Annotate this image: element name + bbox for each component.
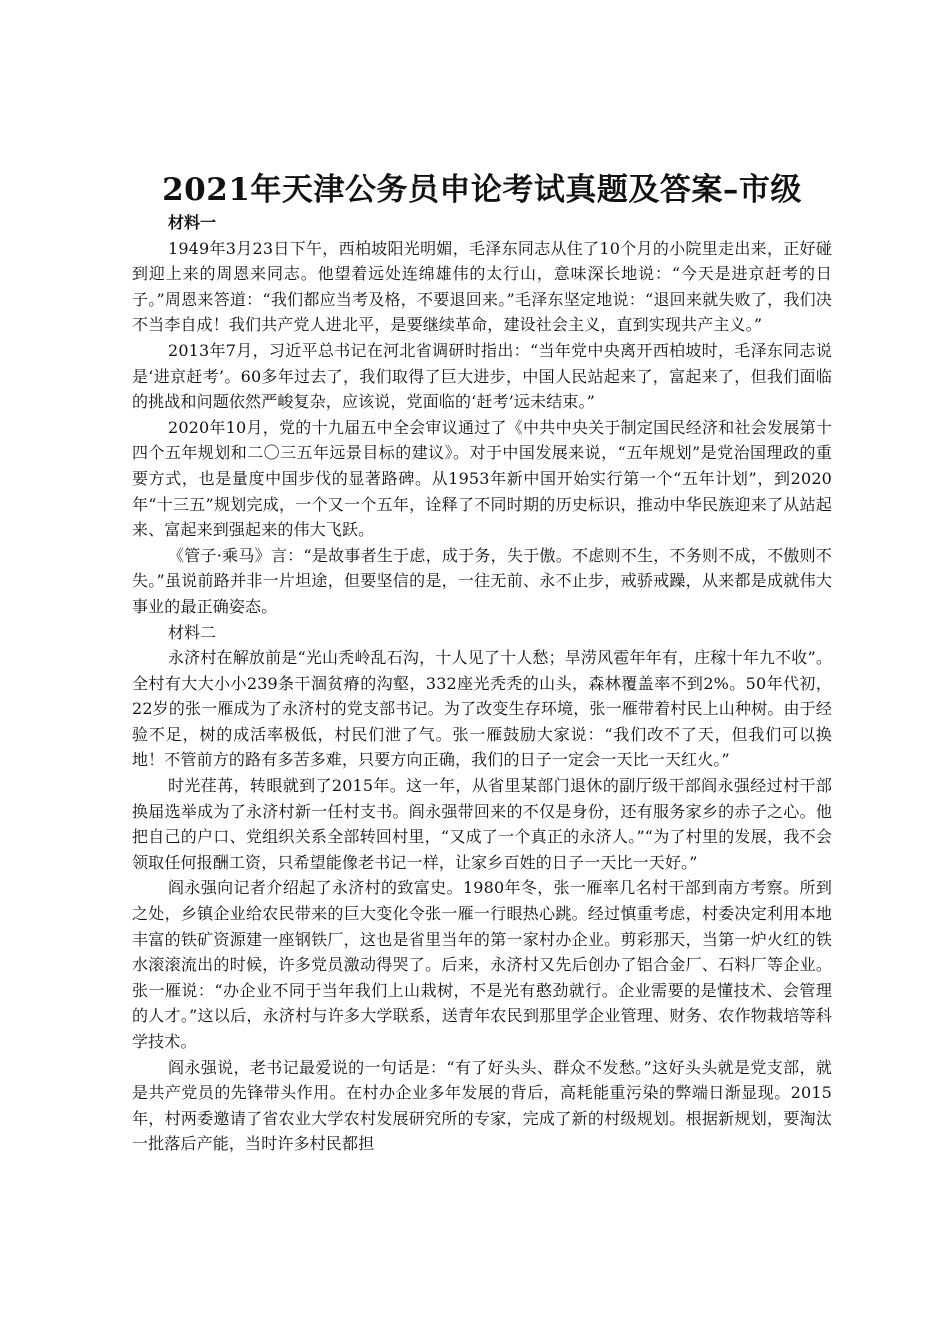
material-two-paragraph-4: 阎永强说，老书记最爱说的一句话是：“有了好头头、群众不发愁。”这好头头就是党支部，就是共产党员的先锋带头作用。在村办企业多年发展的背后，高耗能重污染的弊端日渐显现。2015年，村两委邀请了省农业大学农村发展研究所的专家，完成了新的村级规划。根据新规划，要淘汰一批落后产能，当时许多村民都担 [132, 1057, 832, 1154]
material-two-paragraph-1: 永济村在解放前是“光山秃岭乱石沟，十人见了十人愁；旱涝风雹年年有，庄稼十年九不收”。全村有大大小小239条干涸贫瘠的沟壑，332座光秃秃的山头，森林覆盖率不到2%。50年代初，22岁的张一雁成为了永济村的党支部书记。为了改变生存环境，张一雁带着村民上山种树。由于经验不足，树的成活率极低，村民们泄了气。张一雁鼓励大家说：“我们改不了天，但我们可以换地！不管前方的路有多苦多难，只要方向正确，我们的日子一定会一天比一天红火。” [132, 648, 832, 770]
material-two-paragraph-3: 阎永强向记者介绍起了永济村的致富史。1980年冬，张一雁率几名村干部到南方考察。所到之处，乡镇企业给农民带来的巨大变化令张一雁一行眼热心跳。经过慎重考虑，村委决定利用本地丰富的铁矿资源建一座钢铁厂，这也是省里当年的第一家村办企业。剪彩那天，当第一炉火红的铁水滚滚流出的时候，许多党员激动得哭了。后来，永济村又先后创办了铝合金厂、石料厂等企业。张一雁说：“办企业不同于当年我们上山栽树，不是光有憨劲就行。企业需要的是懂技术、会管理的人才。”这以后，永济村与许多大学联系，送青年农民到那里学企业管理、财务、农作物栽培等科学技术。 [132, 878, 832, 1051]
material-one-paragraph-2: 2013年7月，习近平总书记在河北省调研时指出：“当年党中央离开西柏坡时，毛泽东同志说是‘进京赶考’。60多年过去了，我们取得了巨大进步，中国人民站起来了，富起来了，但我们面临的挑战和问题依然严峻复杂，应该说，党面临的‘赶考’远未结束。” [132, 340, 832, 412]
material-two-paragraph-2: 时光荏苒，转眼就到了2015年。这一年，从省里某部门退休的副厅级干部阎永强经过村干部换届选举成为了永济村新一任村支书。阎永强带回来的不仅是身份，还有服务家乡的赤子之心。他把自己的户口、党组织关系全部转回村里，“又成了一个真正的永济人。”“为了村里的发展，我不会领取任何报酬工资，只希望能像老书记一样，让家乡百姓的日子一天比一天好。” [132, 776, 832, 872]
material-one-label: 材料一 [168, 213, 217, 232]
material-one-paragraph-4: 《管子·乘马》言：“是故事者生于虑，成于务，失于傲。不虑则不生，不务则不成，不傲则不失。”虽说前路并非一片坦途，但要坚信的是，一往无前、永不止步，戒骄戒躁，从来都是成就伟大事业的最正确姿态。 [132, 545, 832, 616]
document-title: 2021年天津公务员申论考试真题及答案–市级 [162, 172, 802, 208]
material-one-paragraph-3: 2020年10月，党的十九届五中全会审议通过了《中共中央关于制定国民经济和社会发展第十四个五年规划和二〇三五年远景目标的建议》。对于中国发展来说，“五年规划”是党治国理政的重要方式，也是量度中国步伐的显著路碑。从1953年新中国开始实行第一个“五年计划”，到2020年“十三五”规划完成，一个又一个五年，诠释了不同时期的历史标识，推动中华民族迎来了从站起来、富起来到强起来的伟大飞跃。 [132, 417, 832, 540]
material-one-paragraph-1: 1949年3月23日下午，西柏坡阳光明媚，毛泽东同志从住了10个月的小院里走出来，正好碰到迎上来的周恩来同志。他望着远处连绵雄伟的太行山，意味深长地说：“今天是进京赶考的日子。”周恩来答道：“我们都应当考及格，不要退回来。”毛泽东坚定地说：“退回来就失败了，我们决不当李自成！我们共产党人进北平，是要继续革命，建设社会主义，直到实现共产主义。” [132, 238, 832, 335]
document-page [132, 170, 832, 1157]
material-two-label: 材料二 [168, 622, 217, 642]
